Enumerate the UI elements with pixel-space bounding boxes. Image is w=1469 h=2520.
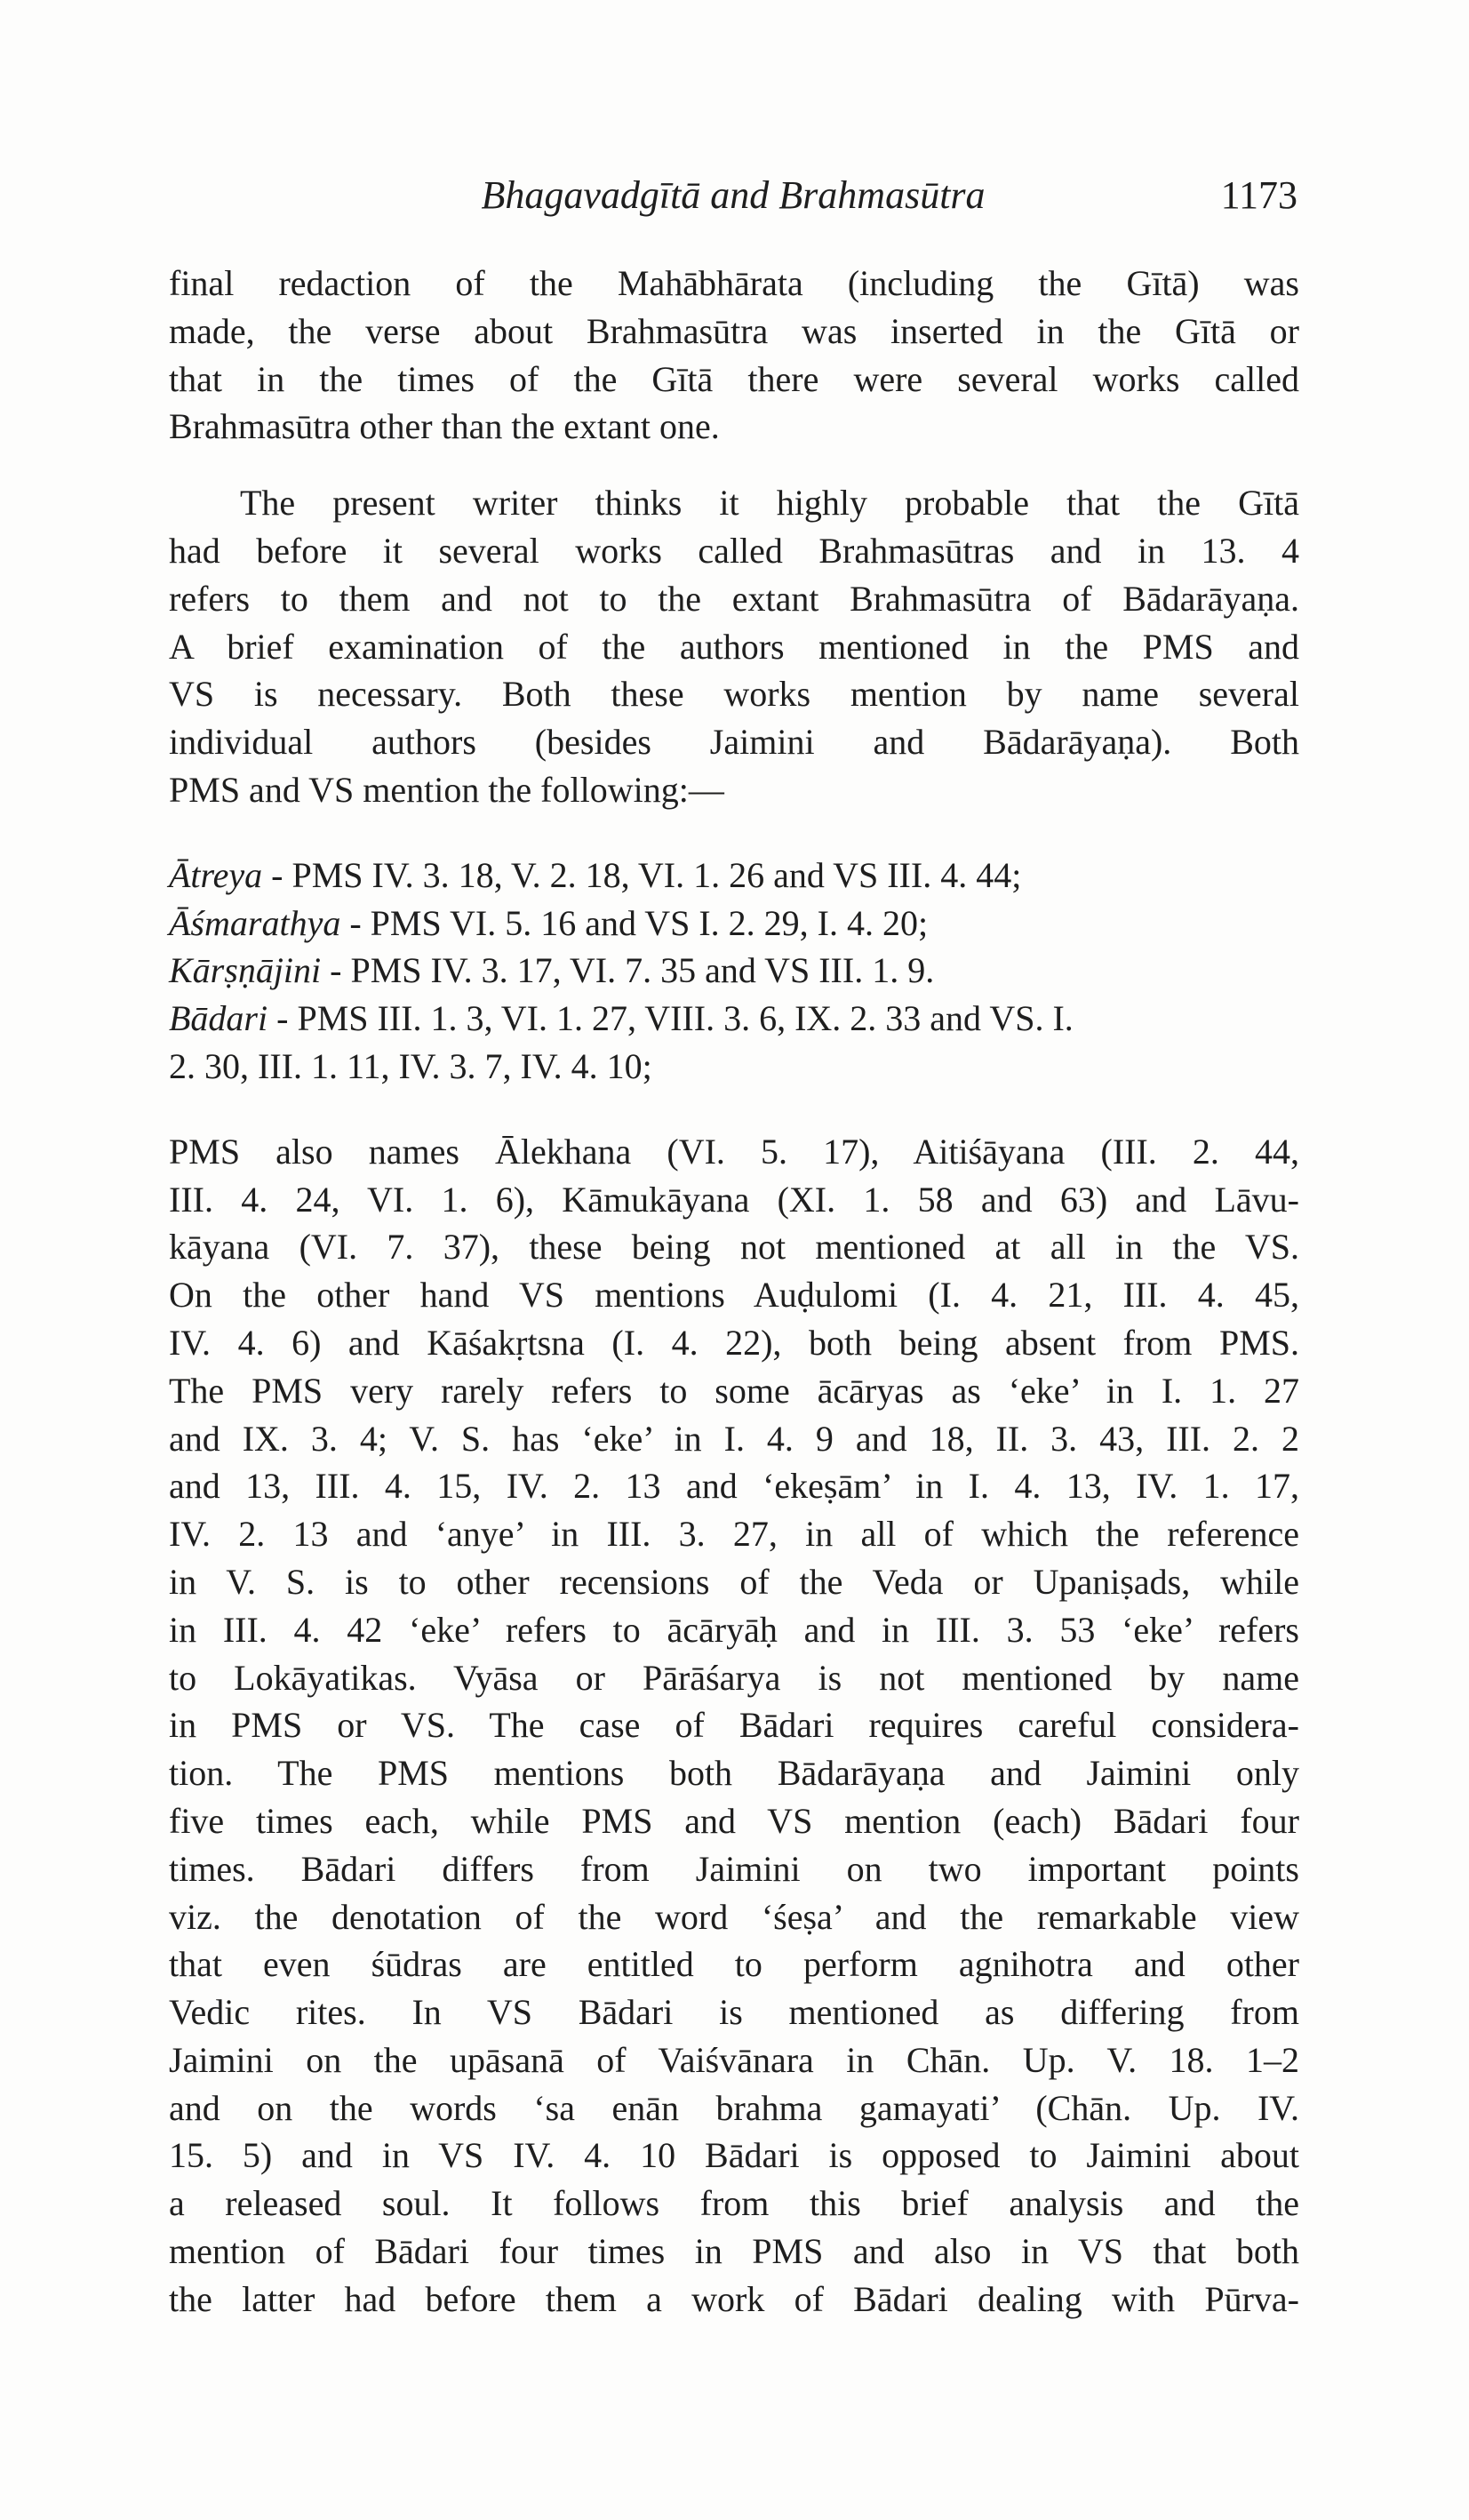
running-head: [169, 169, 1297, 222]
paragraph-1: [169, 260, 1299, 451]
body-text: [169, 260, 1299, 2324]
text-line: made, the verse about Brahmasūtra was inserted in the Gītā or: [169, 310, 1299, 351]
paragraph-gap: [169, 1091, 1299, 1128]
text-line: A brief examination of the authors mentioned in the PMS and: [169, 626, 1299, 667]
text-line: refers to them and not to the extant Brahmasūtra of Bādarāyaṇa.: [169, 578, 1299, 619]
text-line: five times each, while PMS and VS mention (each) Bādari four: [169, 1800, 1299, 1841]
author-refs: - PMS VI. 5. 16 and VS I. 2. 29, I. 4. 20;: [340, 902, 929, 943]
text-line: III. 4. 24, VI. 1. 6), Kāmukāyana (XI. 1. 58 and 63) and Lāvu-: [169, 1179, 1299, 1220]
author-name: Ātreya: [169, 854, 263, 895]
author-name: Bādari: [169, 998, 268, 1039]
text-line: On the other hand VS mentions Auḍulomi (I. 4. 21, III. 4. 45,: [169, 1275, 1299, 1316]
author-refs-continued: 2. 30, III. 1. 11, IV. 3. 7, IV. 4. 10;: [169, 1045, 652, 1086]
text-line: Jaimini on the upāsanā of Vaiśvānara in Chān. Up. V. 18. 1–2: [169, 2039, 1299, 2080]
text-line: a released soul. It follows from this brief analysis and the: [169, 2183, 1299, 2224]
author-refs: - PMS III. 1. 3, VI. 1. 27, VIII. 3. 6, IX. 2. 33 and VS. I.: [267, 998, 1074, 1039]
text-line: had before it several works called Brahmasūtras and in 13. 4: [169, 530, 1299, 571]
text-line: and IX. 3. 4; V. S. has ‘eke’ in I. 4. 9 and 18, II. 3. 43, III. 2. 2: [169, 1418, 1299, 1459]
author-entry-atreya: [169, 852, 1299, 900]
text-line: PMS also names Ālekhana (VI. 5. 17), Aitiśāyana (III. 2. 44,: [169, 1131, 1299, 1172]
text-line: in V. S. is to other recensions of the Veda or Upaniṣads, while: [169, 1561, 1299, 1602]
author-name: Kārṣṇājini: [169, 950, 322, 991]
author-refs: - PMS IV. 3. 18, V. 2. 18, VI. 1. 26 and VS III. 4. 44;: [262, 854, 1022, 895]
text-line: Vedic rites. In VS Bādari is mentioned as differing from: [169, 1992, 1299, 2033]
text-line: IV. 2. 13 and ‘anye’ in III. 3. 27, in all of which the reference: [169, 1514, 1299, 1555]
text-line: VS is necessary. Both these works mention by name several: [169, 674, 1299, 715]
text-line: to Lokāyatikas. Vyāsa or Pārāśarya is not mentioned by name: [169, 1657, 1299, 1698]
paragraph-gap: [169, 814, 1299, 852]
paragraph-gap: [169, 451, 1299, 479]
text-line: mention of Bādari four times in PMS and also in VS that both: [169, 2231, 1299, 2272]
text-line: kāyana (VI. 7. 37), these being not mentioned at all in the VS.: [169, 1227, 1299, 1268]
text-line: that even śūdras are entitled to perform agnihotra and other: [169, 1944, 1299, 1985]
text-line: individual authors (besides Jaimini and Bādarāyaṇa). Both: [169, 722, 1299, 763]
author-entry-badari: [169, 995, 1299, 1091]
author-name: Āśmarathya: [169, 902, 341, 943]
page-number: 1173: [1220, 173, 1297, 217]
author-entry-karsnajini: [169, 947, 1299, 995]
author-refs: - PMS IV. 3. 17, VI. 7. 35 and VS III. 1. 9.: [321, 950, 935, 991]
text-line: IV. 4. 6) and Kāśakṛtsna (I. 4. 22), both being absent from PMS.: [169, 1322, 1299, 1363]
text-line: final redaction of the Mahābhārata (including the Gītā) was: [169, 263, 1299, 303]
text-line: Brahmasūtra other than the extant one.: [169, 406, 720, 447]
text-line: tion. The PMS mentions both Bādarāyaṇa and Jaimini only: [169, 1753, 1299, 1794]
text-line: PMS and VS mention the following:—: [169, 769, 724, 810]
text-line: in PMS or VS. The case of Bādari requires careful considera-: [169, 1705, 1299, 1746]
text-line: The PMS very rarely refers to some ācāryas as ‘eke’ in I. 1. 27: [169, 1370, 1299, 1411]
text-line: The present writer thinks it highly probable that the Gītā: [240, 483, 1299, 524]
text-line: the latter had before them a work of Bādari dealing with Pūrva-: [169, 2278, 1299, 2319]
text-line: and on the words ‘sa enān brahma gamayati’ (Chān. Up. IV.: [169, 2087, 1299, 2128]
author-entry-asmarathya: [169, 900, 1299, 948]
text-line: 15. 5) and in VS IV. 4. 10 Bādari is opposed to Jaimini about: [169, 2135, 1299, 2176]
text-line: in III. 4. 42 ‘eke’ refers to ācāryāḥ and in III. 3. 53 ‘eke’ refers: [169, 1609, 1299, 1650]
running-title: Bhagavadgītā and Brahmasūtra: [481, 173, 986, 217]
text-line: that in the times of the Gītā there were several works called: [169, 358, 1299, 399]
paragraph-2: [169, 479, 1299, 814]
text-line: and 13, III. 4. 15, IV. 2. 13 and ‘ekeṣām’ in I. 4. 13, IV. 1. 17,: [169, 1466, 1299, 1507]
text-line: viz. the denotation of the word ‘śeṣa’ and the remarkable view: [169, 1896, 1299, 1937]
paragraph-3: [169, 1128, 1299, 2324]
author-list: [169, 852, 1299, 1091]
text-line: times. Bādari differs from Jaimini on two important points: [169, 1848, 1299, 1889]
